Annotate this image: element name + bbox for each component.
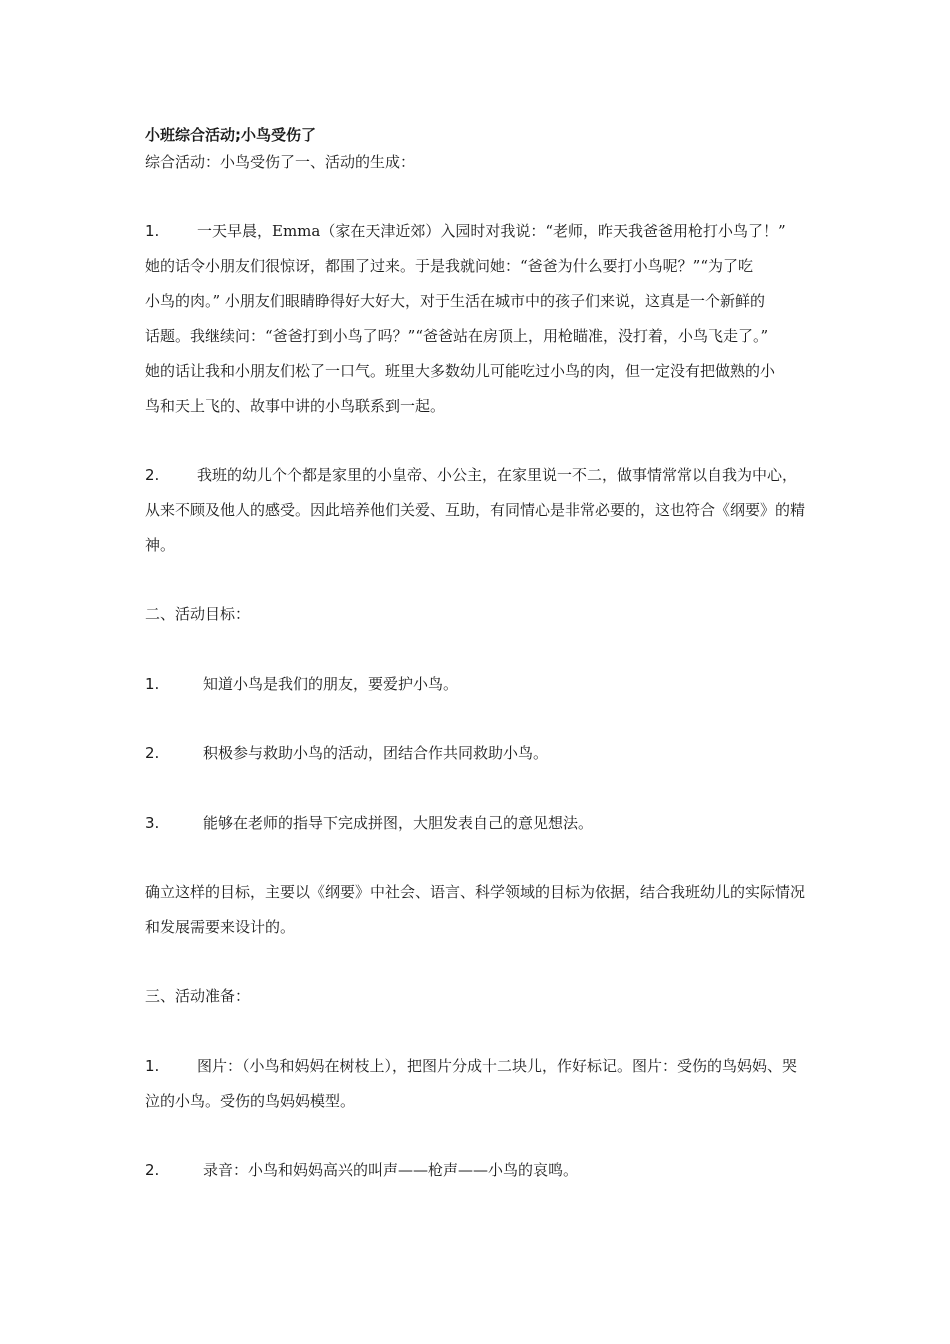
goals-summary-line-1: 确立这样的目标，主要以《纲要》中社会、语言、科学领域的目标为依据，结合我班幼儿的实际情况 xyxy=(145,883,806,901)
generation-p1-line-5: 她的话让我和小朋友们松了一口气。班里大多数幼儿可能吃过小鸟的肉，但一定没有把做熟的小 xyxy=(145,362,776,380)
list-number: 1. xyxy=(145,675,160,693)
goal-text: 积极参与救助小鸟的活动，团结合作共同救助小鸟。 xyxy=(203,744,549,762)
list-number: 2. xyxy=(145,466,160,484)
prep-text: 录音：小鸟和妈妈高兴的叫声——枪声——小鸟的哀鸣。 xyxy=(203,1161,579,1179)
prep-item-1-line-1 xyxy=(145,1057,815,1075)
generation-p2-line-3: 神。 xyxy=(145,536,176,554)
paragraph-text: 一天早晨，Emma（家在天津近郊）入园时对我说：“老师，昨天我爸爸用枪打小鸟了！” xyxy=(197,222,786,240)
prep-text: 图片：（小鸟和妈妈在树枝上），把图片分成十二块儿，作好标记。图片：受伤的鸟妈妈、哭 xyxy=(197,1057,798,1075)
list-number: 2. xyxy=(145,744,160,762)
list-number: 1. xyxy=(145,1057,160,1075)
goal-item-2 xyxy=(145,744,815,762)
generation-p1-line-3: 小鸟的肉。” 小朋友们眼睛睁得好大好大，对于生活在城市中的孩子们来说，这真是一个新鲜的 xyxy=(145,292,765,310)
list-number: 3. xyxy=(145,814,160,832)
document-title: 小班综合活动;小鸟受伤了 xyxy=(145,126,316,144)
goal-item-3 xyxy=(145,814,815,832)
generation-p1-line-1 xyxy=(145,222,815,240)
generation-p1-line-4: 话题。我继续问：“爸爸打到小鸟了吗？”“爸爸站在房顶上，用枪瞄准，没打着，小鸟飞走了。” xyxy=(145,327,769,345)
paragraph-text: 我班的幼儿个个都是家里的小皇帝、小公主，在家里说一不二，做事情常常以自我为中心， xyxy=(197,466,798,484)
document-subtitle: 综合活动：小鸟受伤了一、活动的生成： xyxy=(145,153,416,171)
list-number: 2. xyxy=(145,1161,160,1179)
generation-p2-line-2: 从来不顾及他人的感受。因此培养他们关爱、互助，有同情心是非常必要的，这也符合《纲要》的精 xyxy=(145,501,806,519)
goal-text: 知道小鸟是我们的朋友，要爱护小鸟。 xyxy=(203,675,459,693)
prep-heading: 三、活动准备： xyxy=(145,987,251,1005)
goal-text: 能够在老师的指导下完成拼图，大胆发表自己的意见想法。 xyxy=(203,814,594,832)
generation-p2-line-1 xyxy=(145,466,815,484)
list-number: 1. xyxy=(145,222,160,240)
prep-item-1-line-2: 泣的小鸟。受伤的鸟妈妈模型。 xyxy=(145,1092,356,1110)
generation-p1-line-6: 鸟和天上飞的、故事中讲的小鸟联系到一起。 xyxy=(145,397,446,415)
goals-heading: 二、活动目标： xyxy=(145,605,251,623)
generation-p1-line-2: 她的话令小朋友们很惊讶，都围了过来。于是我就问她：“爸爸为什么要打小鸟呢？”“为了吃 xyxy=(145,257,754,275)
goal-item-1 xyxy=(145,675,815,693)
prep-item-2 xyxy=(145,1161,815,1179)
goals-summary-line-2: 和发展需要来设计的。 xyxy=(145,918,296,936)
